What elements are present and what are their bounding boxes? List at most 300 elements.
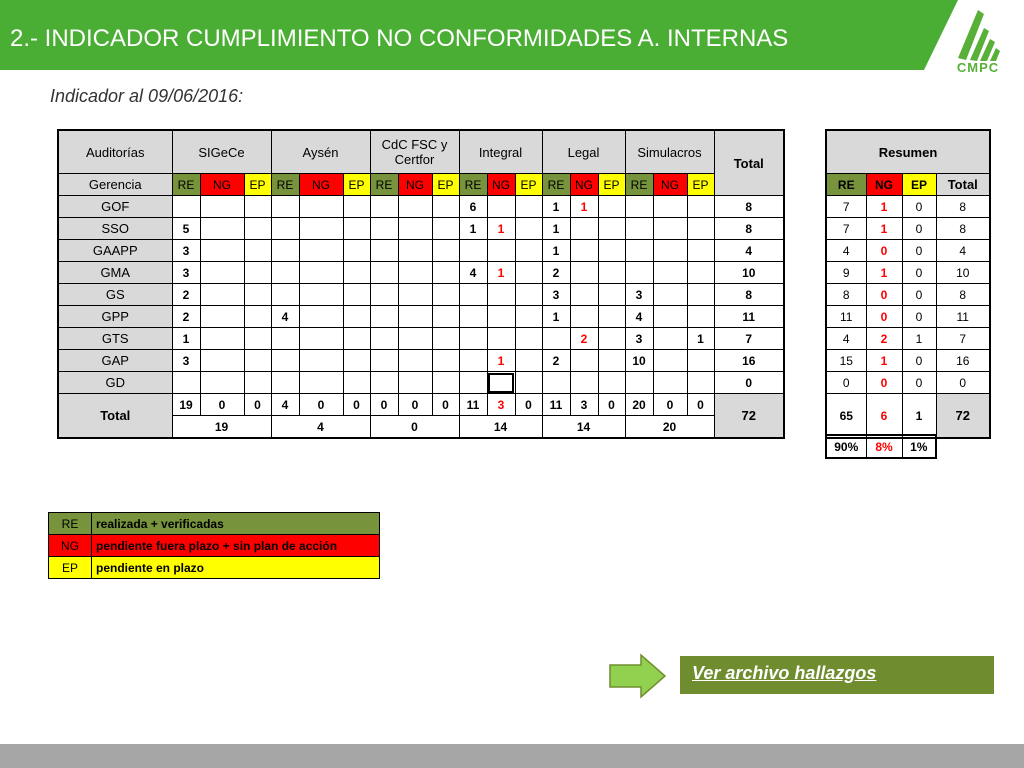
summary-cell: 0 — [902, 284, 936, 306]
data-cell — [432, 240, 459, 262]
data-cell — [432, 262, 459, 284]
data-cell — [653, 240, 687, 262]
data-cell: 4 — [625, 306, 653, 328]
gerencia-cell: GS — [58, 284, 172, 306]
data-cell: 6 — [459, 196, 487, 218]
data-cell — [515, 218, 542, 240]
summary-cell: 4 — [826, 328, 866, 350]
data-cell — [542, 328, 570, 350]
data-cell — [598, 262, 625, 284]
summary-row — [826, 284, 990, 306]
group-header: SIGeCe — [172, 130, 271, 174]
data-cell — [398, 372, 432, 394]
data-cell — [271, 284, 299, 306]
data-cell — [299, 372, 343, 394]
data-cell — [343, 328, 370, 350]
data-cell: 1 — [542, 240, 570, 262]
row-total-cell: 8 — [714, 284, 784, 306]
legend-row — [49, 557, 380, 579]
summary-title-row — [826, 130, 990, 174]
subheader-re: RE — [625, 174, 653, 196]
data-cell: 2 — [570, 328, 598, 350]
data-cell — [343, 240, 370, 262]
percent-cell: 90% — [826, 435, 866, 458]
data-cell — [515, 196, 542, 218]
data-cell — [687, 196, 714, 218]
summary-col-total: Total — [936, 174, 990, 196]
data-cell — [370, 262, 398, 284]
summary-cell: 0 — [902, 306, 936, 328]
data-cell — [299, 218, 343, 240]
data-cell — [271, 196, 299, 218]
subheader-re: RE — [271, 174, 299, 196]
data-cell — [687, 372, 714, 394]
data-cell — [244, 372, 271, 394]
table-row — [58, 328, 784, 350]
data-cell — [459, 372, 487, 394]
total-cell: 3 — [487, 394, 515, 416]
data-cell — [625, 262, 653, 284]
data-cell — [687, 262, 714, 284]
data-cell — [370, 372, 398, 394]
data-cell — [598, 350, 625, 372]
data-cell — [299, 328, 343, 350]
summary-total-cell: 1 — [902, 394, 936, 439]
summary-cell: 0 — [866, 306, 902, 328]
summary-table — [825, 129, 991, 439]
total-cell: 19 — [172, 394, 200, 416]
data-cell — [570, 218, 598, 240]
data-cell — [244, 284, 271, 306]
data-cell — [598, 284, 625, 306]
summary-cell: 8 — [936, 218, 990, 240]
legend-text: realizada + verificadas — [92, 513, 380, 535]
data-cell — [398, 328, 432, 350]
data-cell — [487, 284, 515, 306]
group-total-cell: 0 — [370, 416, 459, 439]
subheader-re: RE — [542, 174, 570, 196]
legend-text: pendiente fuera plazo + sin plan de acción — [92, 535, 380, 557]
summary-cell: 4 — [936, 240, 990, 262]
data-cell — [370, 196, 398, 218]
data-cell — [515, 240, 542, 262]
data-cell: 1 — [487, 218, 515, 240]
data-cell — [343, 350, 370, 372]
data-cell — [200, 196, 244, 218]
row-total-cell: 4 — [714, 240, 784, 262]
summary-cell: 0 — [902, 240, 936, 262]
data-cell — [459, 306, 487, 328]
subheader-ep: EP — [598, 174, 625, 196]
data-cell — [570, 262, 598, 284]
group-total-cell: 20 — [625, 416, 714, 439]
data-cell — [172, 372, 200, 394]
data-cell — [432, 218, 459, 240]
table-row — [58, 196, 784, 218]
data-cell — [398, 262, 432, 284]
total-cell: 11 — [459, 394, 487, 416]
summary-row — [826, 328, 990, 350]
data-cell: 3 — [625, 284, 653, 306]
summary-title: Resumen — [826, 130, 990, 174]
data-cell — [653, 218, 687, 240]
data-cell — [370, 218, 398, 240]
data-cell — [432, 350, 459, 372]
summary-cell: 15 — [826, 350, 866, 372]
data-cell — [343, 262, 370, 284]
data-cell — [687, 284, 714, 306]
summary-cell: 0 — [902, 196, 936, 218]
data-cell: 4 — [271, 306, 299, 328]
gerencia-cell: GTS — [58, 328, 172, 350]
total-header: Total — [714, 130, 784, 196]
summary-col-ng: NG — [866, 174, 902, 196]
table-row — [58, 262, 784, 284]
summary-row — [826, 218, 990, 240]
row-total-cell: 10 — [714, 262, 784, 284]
data-cell — [244, 350, 271, 372]
legend-row — [49, 513, 380, 535]
grand-total-cell: 72 — [714, 394, 784, 439]
group-header: Integral — [459, 130, 542, 174]
data-cell — [653, 306, 687, 328]
row-total-cell: 11 — [714, 306, 784, 328]
subheader-re: RE — [172, 174, 200, 196]
summary-cell: 7 — [826, 218, 866, 240]
summary-cell: 1 — [902, 328, 936, 350]
summary-row — [826, 372, 990, 394]
summary-cell: 4 — [826, 240, 866, 262]
data-cell — [432, 284, 459, 306]
summary-cell: 0 — [902, 372, 936, 394]
data-cell — [487, 196, 515, 218]
data-cell — [299, 240, 343, 262]
data-cell — [570, 372, 598, 394]
data-cell — [432, 196, 459, 218]
summary-cell: 1 — [866, 262, 902, 284]
ver-archivo-hallazgos-link[interactable]: Ver archivo hallazgos — [680, 656, 994, 694]
data-cell — [515, 350, 542, 372]
table-row — [58, 284, 784, 306]
data-cell — [200, 240, 244, 262]
data-cell — [271, 218, 299, 240]
data-cell — [244, 196, 271, 218]
data-cell — [515, 372, 542, 394]
data-cell — [343, 196, 370, 218]
data-cell — [271, 262, 299, 284]
summary-col-ep: EP — [902, 174, 936, 196]
total-cell: 3 — [570, 394, 598, 416]
data-cell — [432, 306, 459, 328]
data-cell — [598, 218, 625, 240]
percent-cell: 1% — [902, 435, 936, 458]
data-cell — [515, 284, 542, 306]
data-cell — [398, 218, 432, 240]
group-total-cell: 14 — [542, 416, 625, 439]
table-row — [58, 306, 784, 328]
group-total-cell: 14 — [459, 416, 542, 439]
data-cell: 1 — [542, 306, 570, 328]
data-cell: 10 — [625, 350, 653, 372]
group-header: CdC FSC y Certfor — [370, 130, 459, 174]
data-cell: 2 — [172, 306, 200, 328]
data-cell — [398, 306, 432, 328]
data-cell — [271, 240, 299, 262]
data-cell — [653, 350, 687, 372]
data-cell — [570, 350, 598, 372]
data-cell — [570, 240, 598, 262]
data-cell: 1 — [172, 328, 200, 350]
subheader-ng: NG — [299, 174, 343, 196]
data-cell — [625, 218, 653, 240]
data-cell — [244, 328, 271, 350]
summary-cell: 1 — [866, 350, 902, 372]
group-header: Simulacros — [625, 130, 714, 174]
summary-cell: 0 — [866, 284, 902, 306]
data-cell — [487, 372, 515, 394]
summary-row — [826, 240, 990, 262]
data-cell — [515, 328, 542, 350]
data-cell — [172, 196, 200, 218]
subheader-ng: NG — [570, 174, 598, 196]
data-cell — [200, 328, 244, 350]
summary-cell: 10 — [936, 262, 990, 284]
total-cell: 0 — [598, 394, 625, 416]
data-cell: 1 — [687, 328, 714, 350]
data-cell: 1 — [542, 196, 570, 218]
subheader-ep: EP — [343, 174, 370, 196]
gerencia-cell: SSO — [58, 218, 172, 240]
summary-total-cell: 6 — [866, 394, 902, 439]
data-cell — [271, 350, 299, 372]
totals-label: Total — [58, 394, 172, 439]
data-cell — [398, 196, 432, 218]
data-cell: 1 — [487, 350, 515, 372]
data-cell: 4 — [459, 262, 487, 284]
data-cell — [687, 306, 714, 328]
summary-row — [826, 350, 990, 372]
data-cell: 3 — [172, 240, 200, 262]
data-cell — [653, 196, 687, 218]
data-cell: 2 — [542, 350, 570, 372]
data-cell — [432, 328, 459, 350]
legend-table — [48, 512, 380, 579]
summary-col-re: RE — [826, 174, 866, 196]
data-cell — [398, 284, 432, 306]
data-cell — [343, 284, 370, 306]
data-cell — [200, 372, 244, 394]
data-cell — [625, 196, 653, 218]
indicator-date: Indicador al 09/06/2016: — [50, 86, 244, 106]
data-cell — [459, 350, 487, 372]
summary-cell: 2 — [866, 328, 902, 350]
data-cell — [653, 372, 687, 394]
data-cell — [598, 372, 625, 394]
data-cell — [343, 372, 370, 394]
subheader-re: RE — [459, 174, 487, 196]
data-cell — [244, 262, 271, 284]
summary-total-row — [826, 394, 990, 439]
data-cell: 1 — [487, 262, 515, 284]
table-row — [58, 372, 784, 394]
summary-cell: 8 — [936, 196, 990, 218]
summary-row — [826, 196, 990, 218]
data-cell — [244, 218, 271, 240]
summary-cell: 0 — [902, 262, 936, 284]
data-cell — [271, 328, 299, 350]
subheader-ng: NG — [487, 174, 515, 196]
row-total-cell: 0 — [714, 372, 784, 394]
data-cell — [200, 350, 244, 372]
data-cell — [271, 372, 299, 394]
data-cell — [515, 262, 542, 284]
summary-cell: 11 — [936, 306, 990, 328]
data-cell — [515, 306, 542, 328]
data-cell: 1 — [542, 218, 570, 240]
summary-row — [826, 306, 990, 328]
summary-total-cell: 65 — [826, 394, 866, 439]
summary-row — [826, 262, 990, 284]
gerencia-cell: GPP — [58, 306, 172, 328]
data-cell — [653, 284, 687, 306]
data-cell — [370, 240, 398, 262]
total-cell: 0 — [370, 394, 398, 416]
total-cell: 0 — [398, 394, 432, 416]
data-cell — [398, 350, 432, 372]
data-cell — [299, 196, 343, 218]
total-cell: 0 — [244, 394, 271, 416]
data-cell — [653, 328, 687, 350]
table-row — [58, 240, 784, 262]
data-cell — [343, 306, 370, 328]
total-cell: 0 — [200, 394, 244, 416]
header-row — [58, 130, 784, 174]
gerencia-cell: GAP — [58, 350, 172, 372]
total-cell: 4 — [271, 394, 299, 416]
data-cell: 2 — [172, 284, 200, 306]
total-cell: 0 — [515, 394, 542, 416]
data-cell — [459, 240, 487, 262]
data-cell — [487, 306, 515, 328]
data-cell — [598, 240, 625, 262]
subheader-row — [58, 174, 784, 196]
data-cell — [542, 372, 570, 394]
logo-text: CMPC — [956, 60, 1000, 75]
subheader-ep: EP — [432, 174, 459, 196]
subheader-ep: EP — [244, 174, 271, 196]
total-cell: 0 — [432, 394, 459, 416]
data-cell — [598, 328, 625, 350]
subheader-ep: EP — [687, 174, 714, 196]
data-cell: 2 — [542, 262, 570, 284]
gerencia-cell: GOF — [58, 196, 172, 218]
summary-cell: 7 — [936, 328, 990, 350]
legend-code: NG — [49, 535, 92, 557]
table-row — [58, 350, 784, 372]
data-cell: 5 — [172, 218, 200, 240]
subheader-ng: NG — [398, 174, 432, 196]
summary-cell: 0 — [866, 240, 902, 262]
data-cell: 3 — [625, 328, 653, 350]
summary-cell: 7 — [826, 196, 866, 218]
subheader-re: RE — [370, 174, 398, 196]
data-cell: 3 — [172, 350, 200, 372]
data-cell — [299, 284, 343, 306]
summary-cell: 0 — [902, 218, 936, 240]
data-cell: 1 — [570, 196, 598, 218]
row-total-cell: 8 — [714, 218, 784, 240]
data-cell — [687, 240, 714, 262]
row-total-cell: 7 — [714, 328, 784, 350]
summary-cell: 1 — [866, 218, 902, 240]
data-cell — [200, 262, 244, 284]
summary-cell: 11 — [826, 306, 866, 328]
corner-header: Auditorías — [58, 130, 172, 174]
arrow-right-icon — [609, 653, 667, 699]
data-cell — [570, 284, 598, 306]
data-cell — [687, 218, 714, 240]
data-cell — [299, 350, 343, 372]
data-cell — [200, 284, 244, 306]
subheader-ng: NG — [200, 174, 244, 196]
summary-cell: 8 — [826, 284, 866, 306]
group-total-cell: 4 — [271, 416, 370, 439]
data-cell — [487, 328, 515, 350]
page-title: 2.- INDICADOR CUMPLIMIENTO NO CONFORMIDADES A. INTERNAS — [10, 25, 789, 52]
summary-cell: 8 — [936, 284, 990, 306]
subheader-ng: NG — [653, 174, 687, 196]
data-cell — [200, 306, 244, 328]
total-cell: 11 — [542, 394, 570, 416]
percent-row — [826, 435, 936, 458]
data-cell — [653, 262, 687, 284]
percent-table — [825, 434, 937, 459]
total-cell: 0 — [653, 394, 687, 416]
data-cell — [370, 350, 398, 372]
summary-cell: 0 — [936, 372, 990, 394]
footer-bar — [0, 744, 1024, 768]
data-cell — [299, 262, 343, 284]
summary-header-row — [826, 174, 990, 196]
data-cell — [398, 240, 432, 262]
gerencia-header: Gerencia — [58, 174, 172, 196]
total-cell: 0 — [299, 394, 343, 416]
row-total-cell: 8 — [714, 196, 784, 218]
group-header: Aysén — [271, 130, 370, 174]
row-total-cell: 16 — [714, 350, 784, 372]
data-cell: 1 — [459, 218, 487, 240]
data-cell — [244, 240, 271, 262]
data-cell: 3 — [542, 284, 570, 306]
data-cell — [487, 240, 515, 262]
table-row — [58, 218, 784, 240]
data-cell — [598, 306, 625, 328]
data-cell — [370, 284, 398, 306]
gerencia-cell: GMA — [58, 262, 172, 284]
summary-cell: 0 — [866, 372, 902, 394]
summary-cell: 0 — [826, 372, 866, 394]
data-cell — [244, 306, 271, 328]
gerencia-cell: GD — [58, 372, 172, 394]
gerencia-cell: GAAPP — [58, 240, 172, 262]
data-cell — [432, 372, 459, 394]
summary-total-cell: 72 — [936, 394, 990, 439]
totals-row — [58, 394, 784, 416]
data-cell — [459, 328, 487, 350]
header-banner — [0, 0, 1024, 70]
data-cell — [570, 306, 598, 328]
group-total-cell: 19 — [172, 416, 271, 439]
